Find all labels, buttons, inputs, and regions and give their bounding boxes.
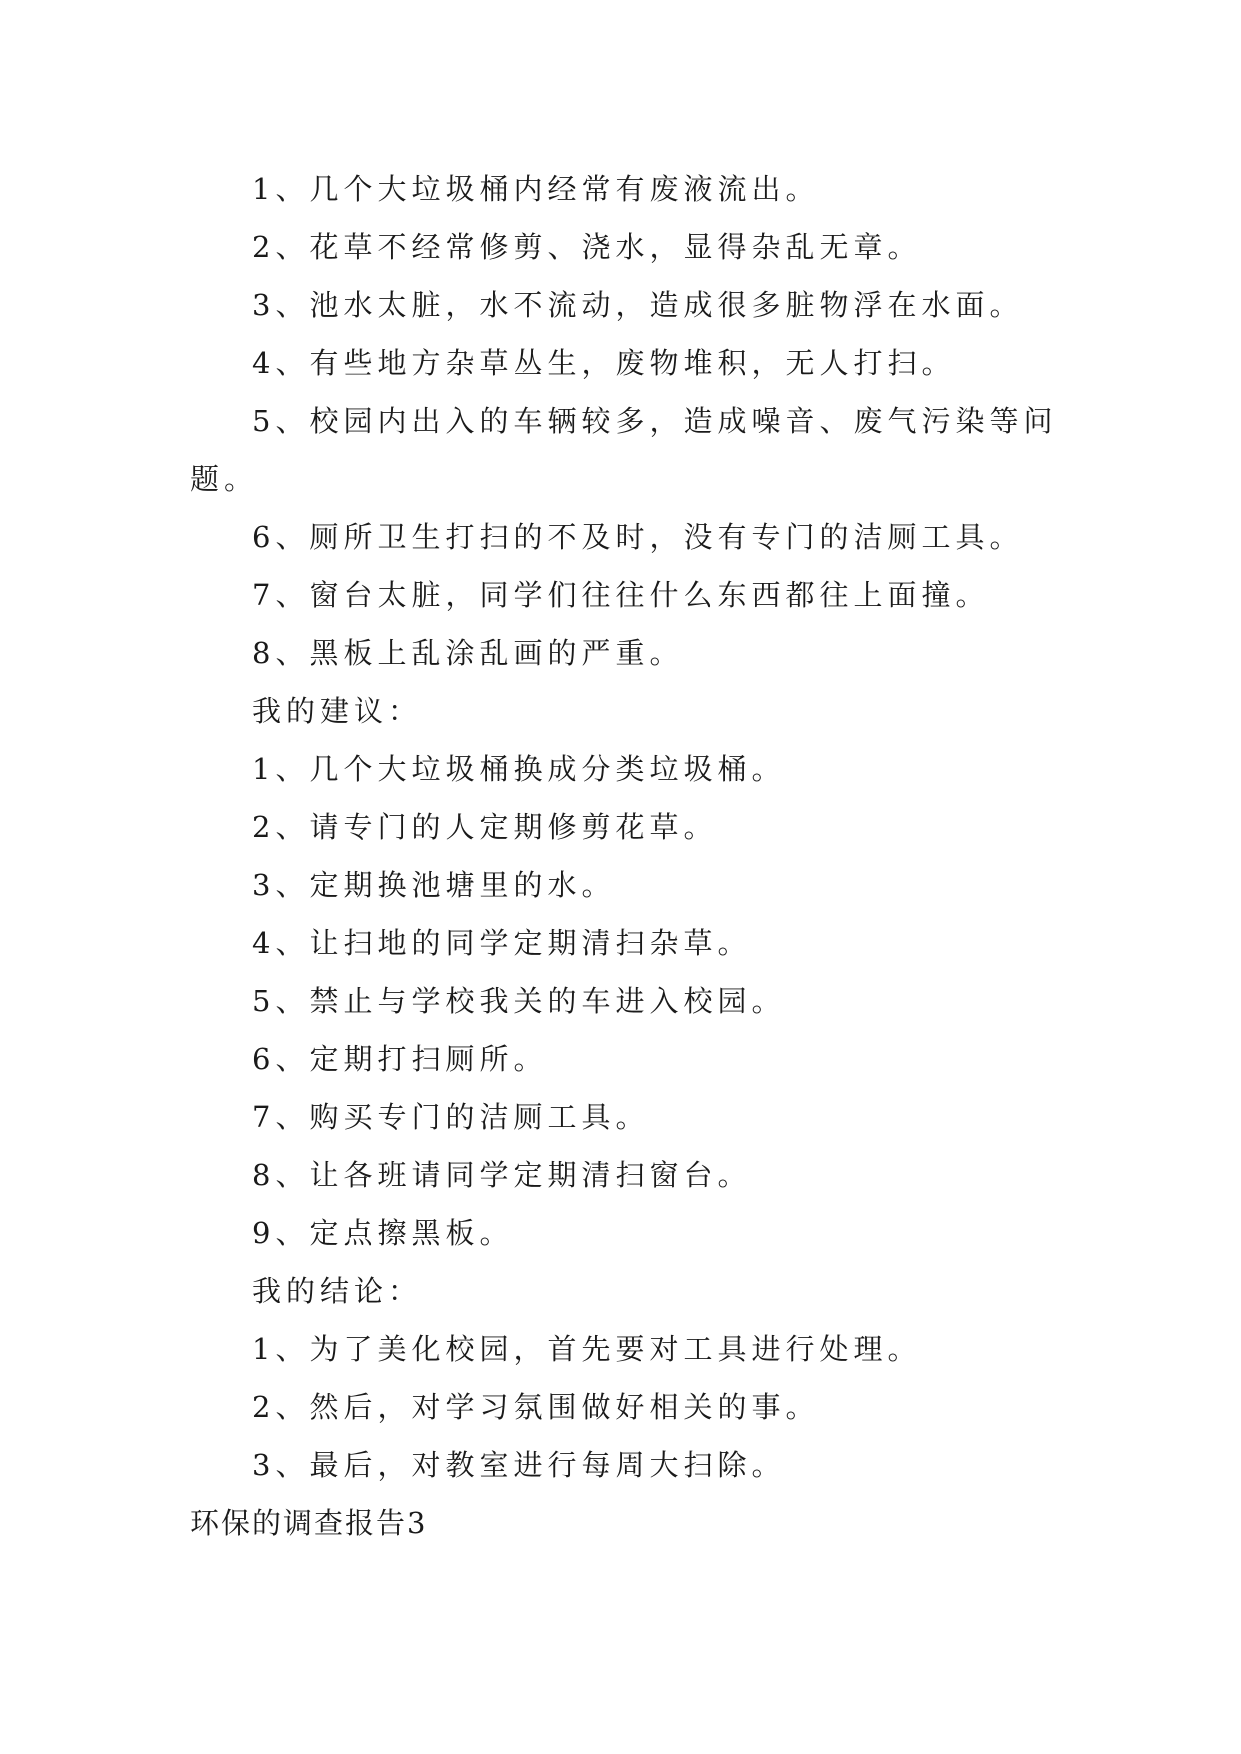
suggestion-item-9: 9、定点擦黑板。 bbox=[252, 1216, 514, 1250]
suggestion-item-2: 2、请专门的人定期修剪花草。 bbox=[252, 810, 718, 844]
problem-item-3: 3、池水太脏，水不流动，造成很多脏物浮在水面。 bbox=[252, 288, 1024, 322]
suggestion-item-6: 6、定期打扫厕所。 bbox=[252, 1042, 548, 1076]
conclusion-item-3: 3、最后，对教室进行每周大扫除。 bbox=[252, 1448, 786, 1482]
problem-item-7: 7、窗台太脏，同学们往往什么东西都往上面撞。 bbox=[252, 578, 990, 612]
problem-item-5: 5、校园内出入的车辆较多，造成噪音、废气污染等问题。 bbox=[190, 404, 1058, 496]
problem-item-2: 2、花草不经常修剪、浇水，显得杂乱无章。 bbox=[252, 230, 922, 264]
suggestion-item-4: 4、让扫地的同学定期清扫杂草。 bbox=[252, 926, 752, 960]
conclusion-item-2: 2、然后，对学习氛围做好相关的事。 bbox=[252, 1390, 820, 1424]
suggestion-item-5: 5、禁止与学校我关的车进入校园。 bbox=[252, 984, 786, 1018]
conclusions-heading: 我的结论： bbox=[252, 1274, 423, 1308]
suggestion-item-3: 3、定期换池塘里的水。 bbox=[252, 868, 616, 902]
suggestion-item-8: 8、让各班请同学定期清扫窗台。 bbox=[252, 1158, 752, 1192]
section-title: 环保的调查报告3 bbox=[190, 1506, 428, 1540]
suggestions-heading: 我的建议： bbox=[252, 694, 423, 728]
suggestion-item-1: 1、几个大垃圾桶换成分类垃圾桶。 bbox=[252, 752, 786, 786]
document-body bbox=[190, 160, 1060, 1552]
problem-item-6: 6、厕所卫生打扫的不及时，没有专门的洁厕工具。 bbox=[252, 520, 1024, 554]
problem-item-8: 8、黑板上乱涂乱画的严重。 bbox=[252, 636, 684, 670]
suggestion-item-7: 7、购买专门的洁厕工具。 bbox=[252, 1100, 650, 1134]
problem-item-4: 4、有些地方杂草丛生，废物堆积，无人打扫。 bbox=[252, 346, 956, 380]
problem-item-1: 1、几个大垃圾桶内经常有废液流出。 bbox=[252, 172, 820, 206]
conclusion-item-1: 1、为了美化校园，首先要对工具进行处理。 bbox=[252, 1332, 922, 1366]
